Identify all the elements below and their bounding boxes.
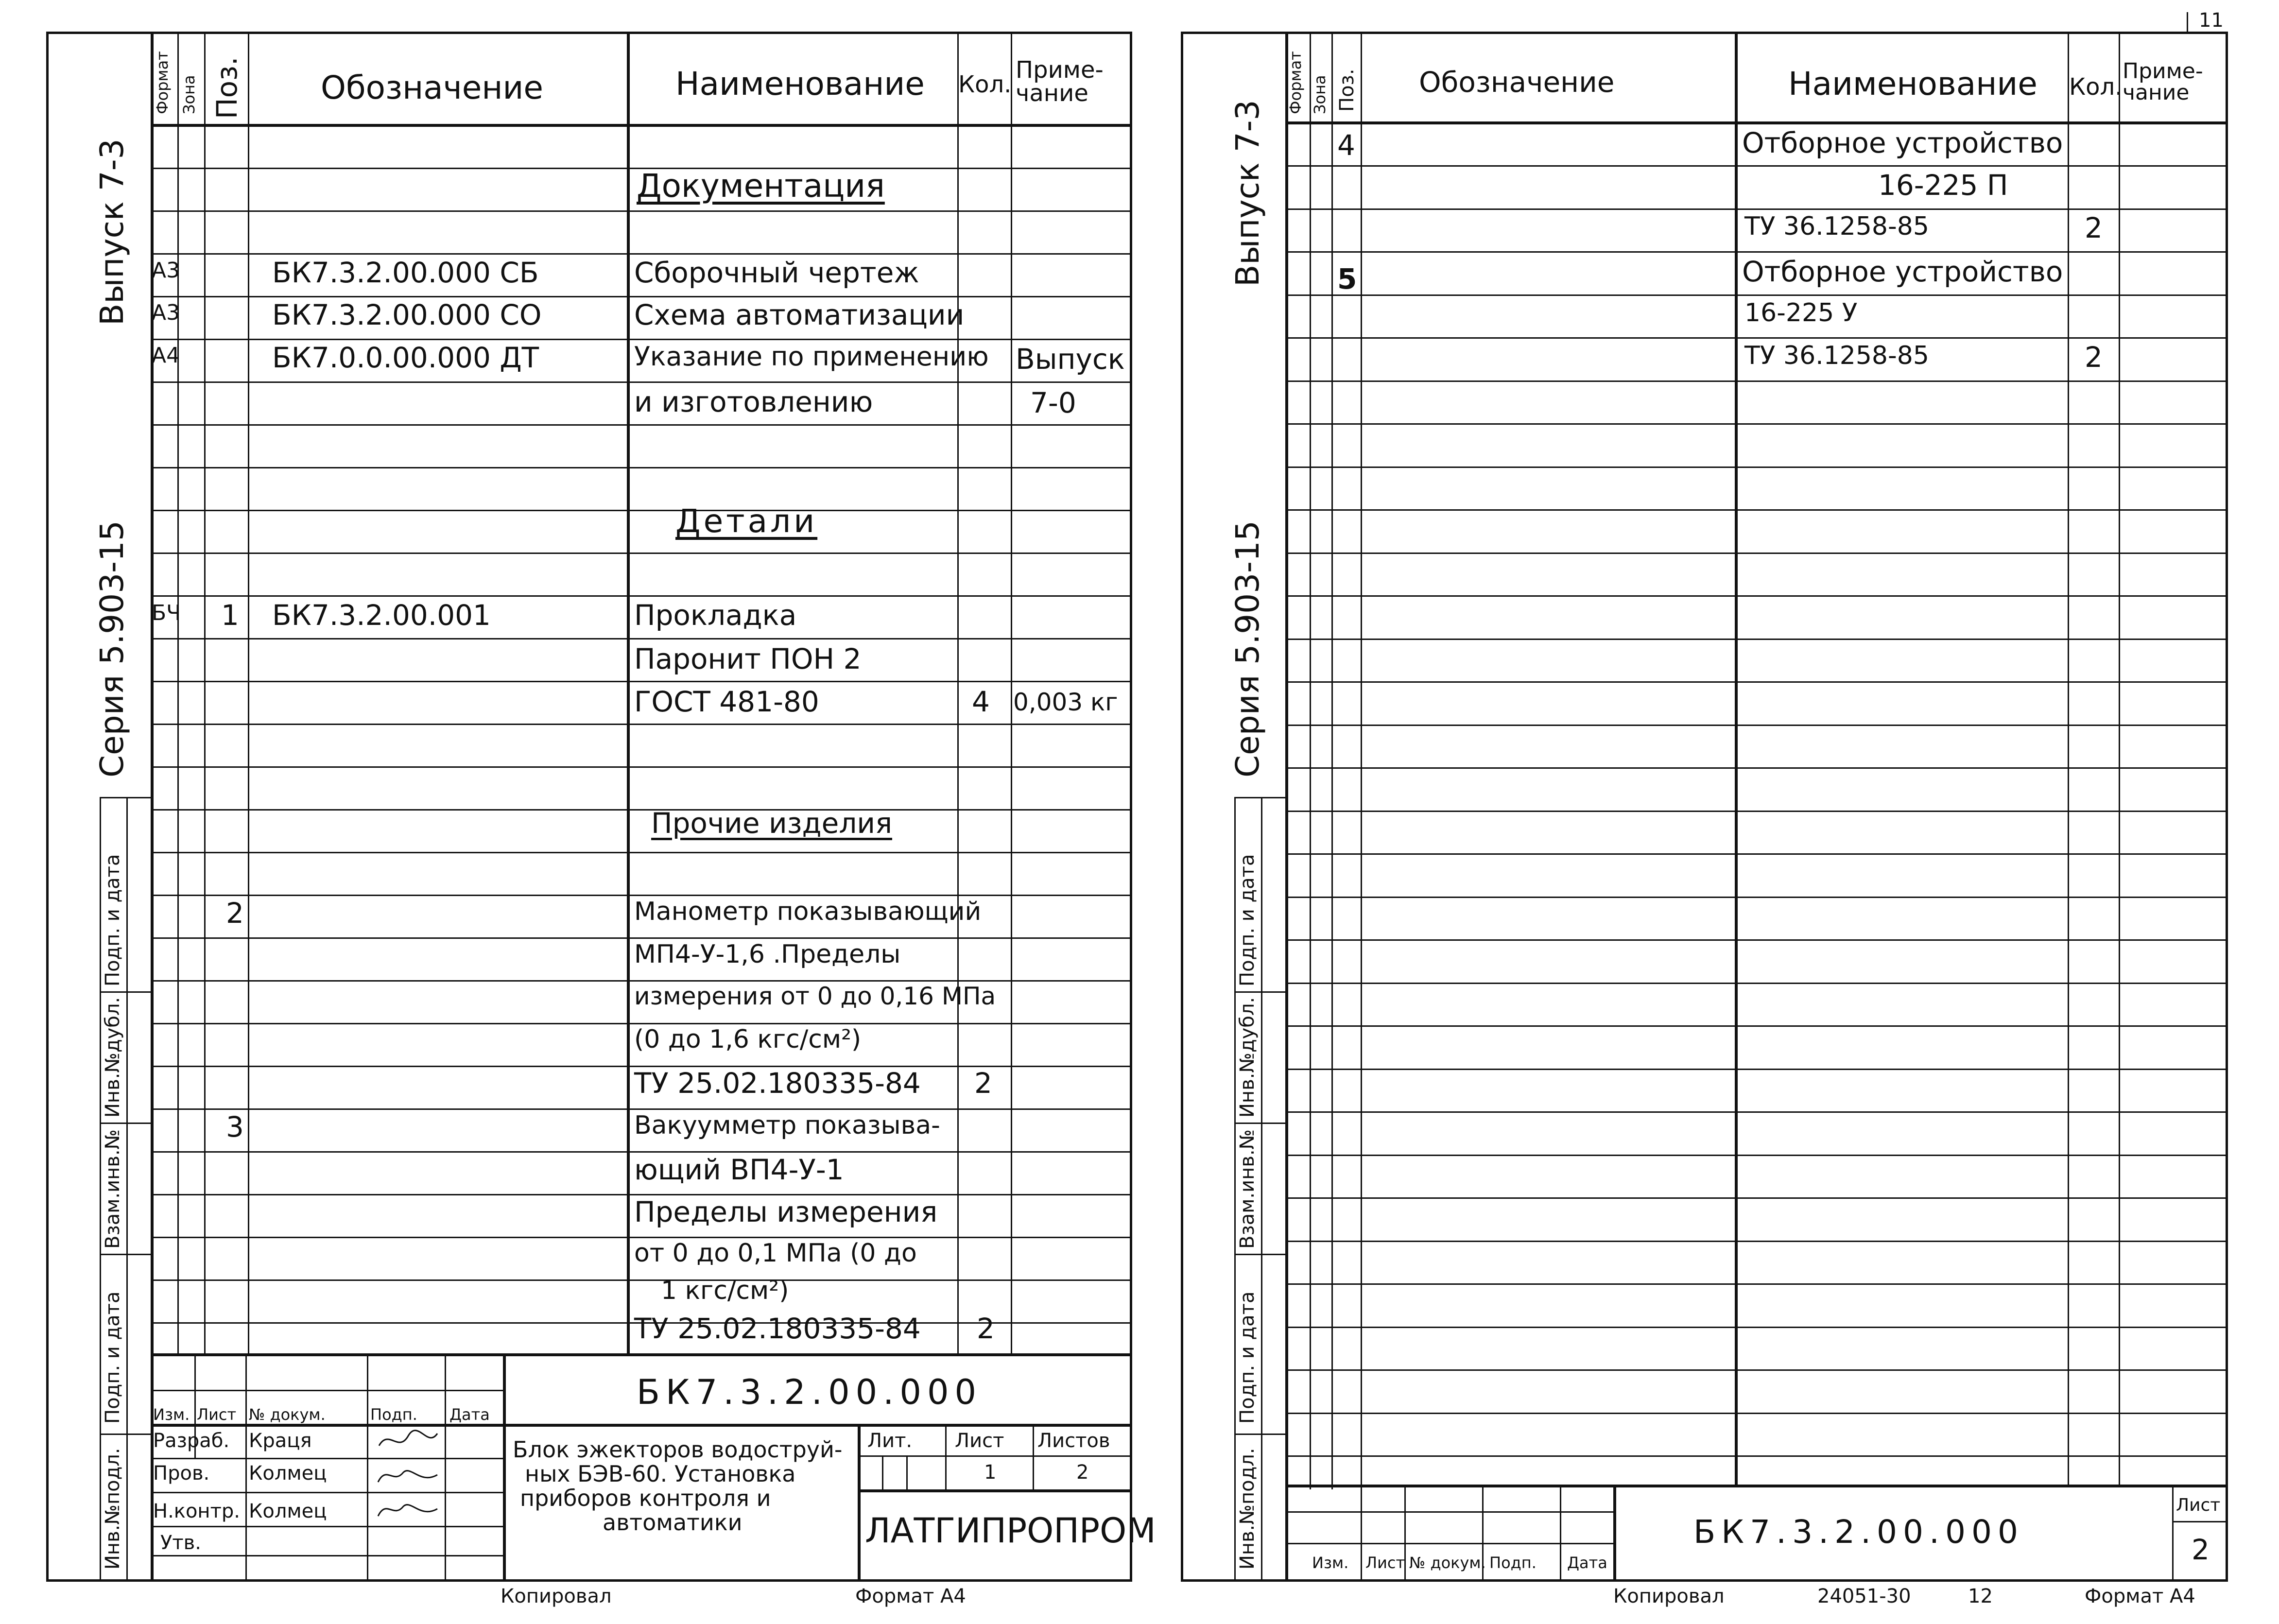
right-r1-name: 16-225 П [1878, 169, 2008, 202]
left-r20-name: ТУ 25.02.180335-84 [634, 1312, 921, 1345]
table-row-line [1285, 1025, 2228, 1027]
table-row-line [1285, 423, 2228, 425]
left-col-rev: Изм. [153, 1405, 190, 1424]
table-row-line [151, 895, 1132, 896]
table-row-line [151, 467, 1132, 468]
table-row-line [1285, 681, 2228, 683]
right-hdr-note: Приме- чание [2123, 59, 2203, 105]
left-role-checked: Пров. [153, 1462, 210, 1485]
table-row-line [151, 766, 1132, 768]
left-role-approved: Утв. [160, 1532, 201, 1554]
table-row-line [151, 210, 1132, 212]
left-r16-name: ющий ВП4-У-1 [634, 1153, 844, 1186]
left-section-other: Прочие изделия [651, 807, 892, 840]
right-hdr-name: Наименование [1788, 65, 2037, 103]
left-sheet-label: Лист [955, 1430, 1004, 1452]
right-r2-qty: 2 [2085, 211, 2103, 244]
left-r2-designation: БК7.3.2.00.000 СО [272, 298, 542, 331]
right-hdr-format: Формат [1286, 51, 1305, 114]
right-hdr-zone: Зона [1311, 75, 1329, 114]
right-footer-copied: Копировал [1613, 1585, 1725, 1607]
left-role-developed: Разраб. [153, 1430, 230, 1452]
table-row-line [1285, 1327, 2228, 1328]
right-col-sign: Подп. [1489, 1554, 1537, 1572]
left-col-doc: № докум. [249, 1405, 326, 1424]
right-sheet-label: Лист [2176, 1495, 2221, 1515]
left-desc-1: Блок эжекторов водоструй- [513, 1436, 843, 1463]
table-row-line [151, 510, 1132, 511]
table-row-line [1285, 811, 2228, 812]
left-r1-name: Сборочный чертеж [634, 256, 919, 289]
left-stamp-sign-2: Подп. и дата [102, 854, 124, 986]
left-person-normcontrol: Колмец [249, 1500, 327, 1522]
right-stamp-sign-2: Подп. и дата [1236, 854, 1259, 986]
left-col-date: Дата [449, 1405, 490, 1424]
left-r3-name: Указание по применению [634, 341, 989, 372]
table-row-line [151, 809, 1132, 811]
table-row-line [1285, 294, 2228, 296]
right-stamp-inv-orig: Инв.№подл. [1236, 1448, 1259, 1570]
right-r3-pos: 5 [1337, 262, 1357, 295]
table-row-line [151, 339, 1132, 340]
table-row-line [1285, 1069, 2228, 1070]
left-hdr-zone: Зона [180, 75, 198, 114]
right-footer-format: Формат А4 [2085, 1585, 2195, 1607]
left-title-code: БК7.3.2.00.000 [637, 1372, 983, 1412]
right-footer-copy-num: 12 [1968, 1585, 1993, 1607]
left-hdr-format: Формат [153, 51, 172, 114]
left-hdr-name: Наименование [675, 65, 925, 103]
left-r6-pos: 1 [221, 599, 239, 632]
left-r3-designation: БК7.0.0.00.000 ДТ [272, 341, 539, 374]
table-row-line [1285, 983, 2228, 984]
left-r18-name: от 0 до 0,1 МПа (0 до [634, 1239, 917, 1268]
right-col-date: Дата [1567, 1554, 1607, 1572]
right-stamp-sign-1: Подп. и дата [1236, 1291, 1259, 1424]
right-r3-name: Отборное устройство [1742, 255, 2063, 288]
left-r8-qty: 4 [972, 685, 990, 718]
left-r6-designation: БК7.3.2.00.001 [272, 599, 491, 632]
right-stamp-replace: Взам.инв.№ [1236, 1129, 1259, 1249]
table-row-line [151, 381, 1132, 383]
right-r2-name: ТУ 36.1258-85 [1744, 212, 1929, 241]
left-col-sheet: Лист [197, 1405, 237, 1424]
table-row-line [151, 1237, 1132, 1238]
right-r0-pos: 4 [1337, 129, 1355, 162]
left-issue-label: Выпуск 7-3 [93, 138, 131, 326]
left-stamp-sign-1: Подп. и дата [102, 1291, 124, 1424]
left-r2-name: Схема автоматизации [634, 298, 965, 331]
right-footer-order: 24051-30 [1817, 1585, 1911, 1607]
left-r12-name: измерения от 0 до 0,16 МПа [634, 982, 996, 1010]
table-row-line [1285, 1413, 2228, 1414]
left-r14-qty: 2 [974, 1067, 992, 1100]
table-row-line [151, 1108, 1132, 1110]
left-person-checked: Колмец [249, 1462, 327, 1485]
left-section-parts: Детали [675, 502, 818, 540]
left-signature-1 [374, 1426, 442, 1455]
left-r6-name: Прокладка [634, 599, 797, 632]
table-row-line [151, 980, 1132, 982]
table-row-line [151, 296, 1132, 297]
left-series-label: Серия 5.903-15 [93, 520, 131, 777]
table-row-line [1285, 337, 2228, 339]
right-sheet-value: 2 [2192, 1533, 2210, 1566]
table-row-line [151, 553, 1132, 554]
left-org: ЛАТГИПРОПРОМ [865, 1511, 1156, 1551]
left-r8-note: 0,003 кг [1013, 688, 1118, 716]
left-r15-pos: 3 [226, 1110, 244, 1143]
left-r4-note: 7-0 [1030, 386, 1076, 419]
left-signature-3 [374, 1494, 442, 1523]
table-row-line [151, 681, 1132, 682]
left-r3-note: Выпуск [1016, 343, 1125, 376]
left-r14-name: ТУ 25.02.180335-84 [634, 1067, 921, 1100]
right-r5-name: ТУ 36.1258-85 [1744, 341, 1929, 370]
left-r15-name: Вакуумметр показыва- [634, 1111, 940, 1140]
left-col-sign: Подп. [370, 1405, 417, 1424]
left-r10-pos: 2 [226, 897, 244, 930]
right-col-sheet: Лист [1365, 1554, 1405, 1572]
left-sheet [46, 32, 1132, 1582]
left-stamp-replace: Взам.инв.№ [102, 1129, 124, 1249]
left-r2-format: А3 [152, 300, 180, 325]
left-sheets-value: 2 [1076, 1461, 1089, 1484]
right-title-code: БК7.3.2.00.000 [1693, 1513, 2024, 1551]
table-row-line [151, 724, 1132, 725]
left-sheet-value: 1 [984, 1461, 997, 1484]
table-row-line [1285, 939, 2228, 941]
left-r8-name: ГОСТ 481-80 [634, 685, 819, 718]
table-row-line [1285, 165, 2228, 167]
right-hdr-pos: Поз. [1336, 69, 1358, 112]
table-row-line [1285, 251, 2228, 253]
table-row-line [1285, 725, 2228, 726]
table-row-line [1285, 595, 2228, 597]
table-row-line [1285, 897, 2228, 898]
left-footer-copied: Копировал [501, 1585, 612, 1607]
left-hdr-pos: Поз. [210, 56, 243, 119]
table-row-line [1285, 1197, 2228, 1199]
table-row-line [151, 638, 1132, 639]
left-signature-2 [374, 1460, 442, 1489]
right-r5-qty: 2 [2085, 341, 2103, 374]
table-row-line [151, 1279, 1132, 1281]
left-section-docs: Документация [637, 167, 885, 205]
left-r13-name: (0 до 1,6 кгс/см²) [634, 1025, 862, 1054]
right-col-doc: № докум. [1409, 1554, 1486, 1572]
table-row-line [1285, 509, 2228, 511]
table-row-line [1285, 767, 2228, 769]
left-footer-format: Формат А4 [855, 1585, 966, 1607]
left-r7-name: Паронит ПОН 2 [634, 642, 862, 675]
table-row-line [1285, 466, 2228, 468]
left-desc-3: приборов контроля и [520, 1485, 771, 1511]
table-row-line [151, 1151, 1132, 1153]
table-row-line [151, 595, 1132, 597]
table-row-line [1285, 1155, 2228, 1156]
table-row-line [1285, 1111, 2228, 1113]
left-r17-name: Пределы измерения [634, 1195, 938, 1228]
table-row-line [151, 1023, 1132, 1024]
right-r4-name: 16-225 У [1744, 298, 1858, 328]
left-r11-name: МП4-У-1,6 .Пределы [634, 940, 901, 969]
right-issue-label: Выпуск 7-3 [1229, 100, 1266, 287]
left-desc-4: автоматики [603, 1509, 742, 1536]
left-r1-format: А3 [152, 258, 180, 283]
left-sheets-label: Листов [1037, 1430, 1110, 1452]
left-person-developed: Краця [249, 1430, 312, 1452]
table-row-line [151, 937, 1132, 939]
left-r1-designation: БК7.3.2.00.000 СБ [272, 256, 539, 289]
table-row-line [1285, 853, 2228, 855]
right-hdr-designation: Обозначение [1419, 66, 1615, 99]
left-r6-format: БЧ [152, 601, 181, 625]
right-series-label: Серия 5.903-15 [1229, 520, 1266, 777]
table-row-line [1285, 1283, 2228, 1285]
right-stamp-dup: Инв.№дубл. [1236, 997, 1259, 1118]
table-row-line [151, 424, 1132, 426]
table-row-line [1285, 639, 2228, 640]
right-col-rev: Изм. [1312, 1554, 1349, 1572]
page-number: 11 [2199, 9, 2224, 32]
left-r4-name: и изготовлению [634, 385, 873, 418]
left-hdr-designation: Обозначение [321, 69, 543, 106]
left-desc-2: ных БЭВ-60. Установка [525, 1461, 796, 1487]
table-row-line [1285, 1241, 2228, 1242]
right-r0-name: Отборное устройство [1742, 126, 2063, 159]
table-row-line [151, 852, 1132, 853]
left-r20-qty: 2 [977, 1312, 995, 1345]
left-hdr-note: Приме- чание [1016, 56, 1104, 107]
table-row-line [1285, 1369, 2228, 1371]
table-row-line [1285, 208, 2228, 210]
left-stamp-inv-orig: Инв.№подл. [102, 1448, 124, 1570]
left-stamp-dup: Инв.№дубл. [102, 997, 124, 1118]
table-row-line [1285, 1455, 2228, 1457]
left-lit-label: Лит. [867, 1430, 913, 1452]
left-role-normcontrol: Н.контр. [153, 1500, 240, 1522]
left-r19-name: 1 кгс/см²) [661, 1276, 789, 1305]
table-row-line [1285, 553, 2228, 554]
left-r10-name: Манометр показывающий [634, 897, 982, 926]
table-row-line [151, 253, 1132, 255]
right-hdr-qty: Кол. [2069, 73, 2123, 101]
left-r3-format: А4 [152, 343, 180, 368]
table-row-line [1285, 380, 2228, 382]
left-hdr-qty: Кол. [958, 71, 1012, 98]
